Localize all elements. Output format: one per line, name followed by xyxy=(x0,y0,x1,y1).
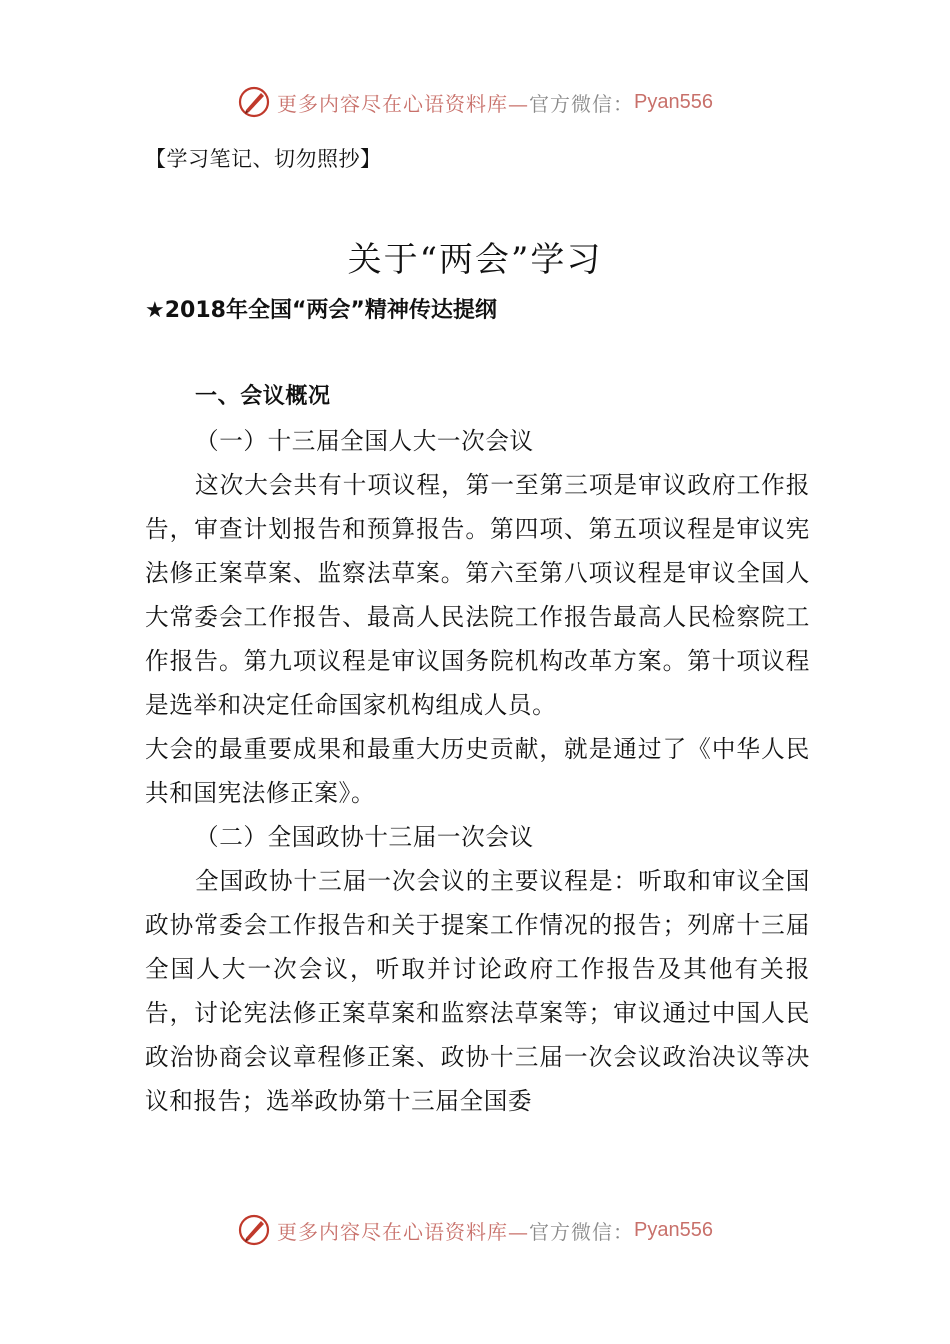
paragraph-achievement: 大会的最重要成果和最重大历史贡献，就是通过了《中华人民共和国宪法修正案》。 xyxy=(145,735,810,807)
watermark-wechat-label: 官方微信： xyxy=(529,91,635,116)
pen-logo-icon xyxy=(237,85,271,119)
watermark-wechat-id: Pyan556 xyxy=(634,1218,713,1241)
paragraph-cppcc: 全国政协十三届一次会议的主要议程是：听取和审议全国政协常委会工作报告和关于提案工作情况的报告；列席十三届全国人大一次会议，听取并讨论政府工作报告及其他有关报告，讨论宪法修正案草案和监察法草案等；审议通过中国人民政治协商会议章程修正案、政协十三届一次会议政治决议等决议和报告；选举政协第十三届全国委 xyxy=(145,867,810,1115)
document-body xyxy=(145,375,810,1123)
watermark-top xyxy=(0,82,950,122)
subsection-heading-1: （一）十三届全国人大一次会议 xyxy=(195,427,534,455)
paragraph-agenda: 这次大会共有十项议程，第一至第三项是审议政府工作报告，审查计划报告和预算报告。第四项、第五项议程是审议宪法修正案草案、监察法草案。第六至第八项议程是审议全国人大常委会工作报告、最高人民法院工作报告最高人民检察院工作报告。第九项议程是审议国务院机构改革方案。第十项议程是选举和决定任命国家机构组成人员。 xyxy=(145,471,810,719)
subsection-heading-2: （二）全国政协十三届一次会议 xyxy=(195,823,534,851)
section-heading: 一、会议概况 xyxy=(195,384,331,409)
watermark-bottom xyxy=(0,1210,950,1250)
watermark-text: 更多内容尽在心语资料库— xyxy=(277,91,530,116)
document-title: 关于“两会”学习 xyxy=(347,240,603,280)
notice-text: 【学习笔记、切勿照抄】 xyxy=(145,147,382,171)
pen-logo-icon xyxy=(237,1213,271,1247)
document-subtitle: ★2018年全国“两会”精神传达提纲 xyxy=(145,298,497,323)
watermark-text: 更多内容尽在心语资料库— xyxy=(277,1219,530,1244)
watermark-wechat-id: Pyan556 xyxy=(634,90,713,113)
watermark-wechat-label: 官方微信： xyxy=(529,1219,635,1244)
